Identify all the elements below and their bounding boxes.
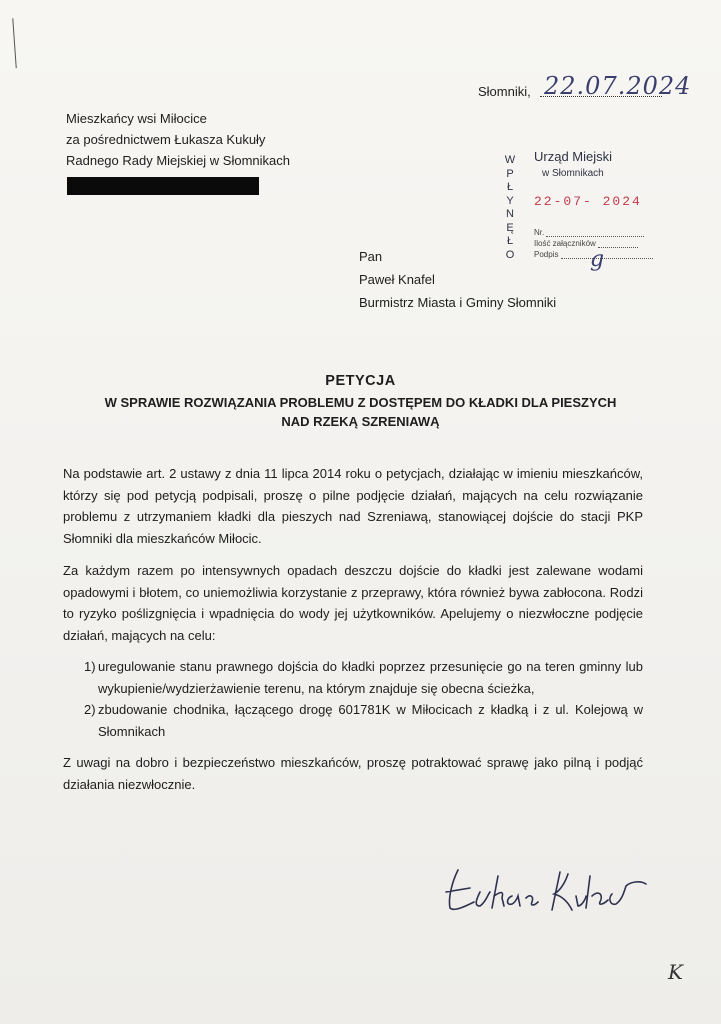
list-text: uregulowanie stanu prawnego dojścia do kładki poprzez przesunięcie go na teren gminny lub wykupienie/wydzierżawienie terenu, na którym znajduje się obecna ścieżka, <box>98 659 643 696</box>
list-number: 1) <box>84 659 96 674</box>
stamp-letter: P <box>506 167 514 180</box>
list-item <box>63 656 643 699</box>
addressee-block <box>359 245 559 314</box>
list-number: 2) <box>84 702 96 717</box>
stamp-letter: Ł <box>506 235 514 247</box>
stamp-office-sub: w Słomnikach <box>542 168 604 179</box>
petition-title <box>0 373 721 429</box>
petition-body <box>63 463 643 795</box>
sender-block <box>66 108 290 171</box>
sender-line: Mieszkańcy wsi Miłocice <box>66 111 207 126</box>
stamp-initial: g <box>590 247 605 272</box>
list-text: zbudowanie chodnika, łączącego drogę 601781K w Miłocicach z kładką i z ul. Kolejową w Słomnikach <box>98 702 643 739</box>
sender-line: za pośrednictwem Łukasza Kukuły <box>66 132 266 147</box>
stamp-letter: Ę <box>506 221 514 234</box>
stamp-letter: N <box>506 208 514 220</box>
dotted-line <box>561 258 653 259</box>
title-line: W SPRAWIE ROZWIĄZANIA PROBLEMU Z DOSTĘPEM DO KŁADKI DLA PIESZYCH <box>104 395 617 410</box>
pen-mark <box>12 18 24 69</box>
addressee-salutation: Pan <box>359 249 383 264</box>
paragraph: Za każdym razem po intensywnych opadach deszczu dojście do kładki jest zalewane wodami opadowymi i błotem, co uniemożliwia korzystanie z przeprawy, która również bywa zabłocona. Rodzi to ryzyko poślizgnięcia i wpadnięcia do wody jej użytkowników. Apelujemy o niezwłoczne podjęcie działań, mających na celu: <box>63 563 643 643</box>
stamp-field-label: Nr. <box>534 228 545 237</box>
list-item <box>63 699 643 742</box>
stamp-letter: Y <box>506 194 514 207</box>
stamp-letter: Ł <box>506 181 514 193</box>
stamp-letter: W <box>504 154 516 166</box>
paragraph: Z uwagi na dobro i bezpieczeństwo mieszkańców, proszę potraktować sprawę jako pilną i podjąć działania niezwłocznie. <box>63 755 643 792</box>
redaction-bar <box>67 177 259 195</box>
date-line <box>478 72 692 104</box>
sender-line: Radnego Rady Miejskiej w Słomnikach <box>66 153 290 168</box>
handwritten-signature <box>440 862 660 918</box>
paragraph: Na podstawie art. 2 ustawy z dnia 11 lipca 2014 roku o petycjach, działając w imieniu mieszkańców, którzy się pod petycją podpisali, proszę o pilne podjęcie działań, mających na celu rozwiązanie problemu z utrzymaniem kładki dla pieszych nad Szreniawą, stanowiącej dojście do stacji PKP Słomniki dla mieszkańców Miłocic. <box>63 466 643 546</box>
addressee-name: Paweł Knafel <box>359 272 435 287</box>
stamp-field-nr <box>534 228 644 237</box>
stamp-field-label: Ilość załączników <box>534 239 596 248</box>
city-label: Słomniki, <box>478 84 531 99</box>
stamp-received-date: 22-07- 2024 <box>534 194 642 209</box>
stamp-field-label: Podpis <box>534 250 559 259</box>
handwritten-date: 22.07.2024 <box>544 72 692 100</box>
addressee-position: Burmistrz Miasta i Gminy Słomniki <box>359 295 557 310</box>
stamp-office: Urząd Miejski <box>534 149 613 164</box>
stamp-letter: O <box>505 248 515 261</box>
title-main: PETYCJA <box>325 373 396 389</box>
demands-list <box>63 656 643 742</box>
corner-mark: K <box>668 960 683 984</box>
dotted-line <box>546 236 644 237</box>
title-line: NAD RZEKĄ SZRENIAWĄ <box>281 414 440 429</box>
